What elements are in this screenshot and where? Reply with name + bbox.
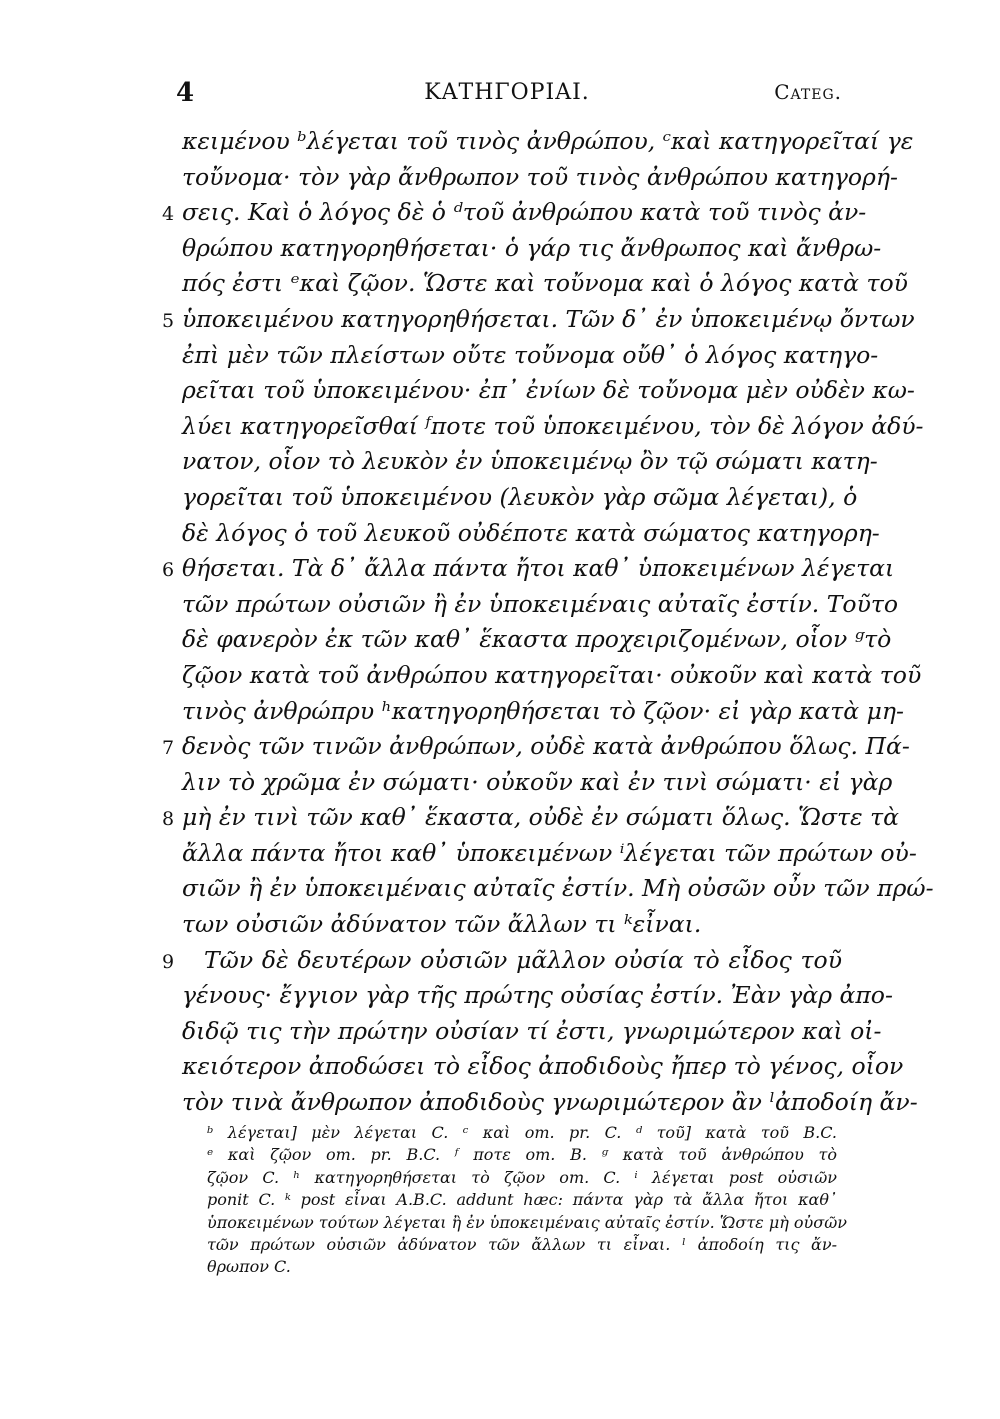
main-text bbox=[162, 124, 934, 1121]
text-line bbox=[182, 480, 858, 516]
text-line bbox=[182, 516, 880, 552]
line-text: ἐπὶ μὲν τῶν πλείστων οὔτε τοὔνομα οὔθ᾽ ὁ λόγος κατηγο- bbox=[182, 340, 879, 369]
margin-number: 9 bbox=[162, 950, 175, 973]
text-line bbox=[182, 338, 879, 374]
line-text: πός ἐστι ᵉκαὶ ζῷον. Ὥστε καὶ τοὔνομα καὶ ὁ λόγος κατὰ τοῦ bbox=[182, 269, 908, 298]
margin-number: 8 bbox=[162, 808, 175, 831]
footnote-line: τῶν πρώτων οὐσιῶν ἀδύνατον τῶν ἄλλων τι εἶναι. ˡ ἀποδοίη τις ἄν- bbox=[207, 1234, 837, 1254]
page-header bbox=[172, 72, 842, 112]
margin-number: 6 bbox=[162, 559, 175, 582]
line-text: σιῶν ἢ ἐν ὑποκειμέναις αὐταῖς ἐστίν. Μὴ οὐσῶν οὖν τῶν πρώ- bbox=[182, 874, 934, 903]
line-text: δὲ φανερὸν ἐκ τῶν καθ᾽ ἕκαστα προχειριζομένων, οἷον ᵍτὸ bbox=[182, 625, 892, 654]
line-text: κειμένου ᵇλέγεται τοῦ τινὸς ἀνθρώπου, ᶜκαὶ κατηγορεῖταί γε bbox=[182, 127, 914, 155]
line-text: νατον, οἷον τὸ λευκὸν ἐν ὑποκειμένῳ ὂν τῷ σώματι κατη- bbox=[182, 447, 878, 476]
line-text: λύει κατηγορεῖσθαί ᶠποτε τοῦ ὑποκειμένου, τὸν δὲ λόγον ἀδύ- bbox=[182, 411, 924, 440]
text-line bbox=[182, 266, 908, 302]
text-line bbox=[162, 195, 867, 231]
footnote-line: ᵇ λέγεται] μὲν λέγεται C. ᶜ καὶ om. pr. C. ᵈ τοῦ] κατὰ τοῦ B.C. bbox=[207, 1123, 837, 1142]
margin-number: 4 bbox=[162, 203, 175, 226]
text-line bbox=[182, 231, 882, 267]
text-line bbox=[182, 1014, 882, 1050]
line-text: λιν τὸ χρῶμα ἐν σώματι· οὐκοῦν καὶ ἐν τινὶ σώματι· εἰ γὰρ bbox=[182, 767, 893, 796]
footnote-line: ζῷον C. ʰ κατηγορηθήσεται τὸ ζῷον om. C. ⁱ λέγεται post οὐσιῶν bbox=[207, 1167, 837, 1187]
running-title: ΚΑΤΗΓΟΡΙΑΙ. bbox=[424, 80, 590, 105]
line-text: κειότερον ἀποδώσει τὸ εἶδος ἀποδιδοὺς ἤπερ τὸ γένος, οἷον bbox=[182, 1052, 904, 1081]
line-text: μὴ ἐν τινὶ τῶν καθ᾽ ἕκαστα, οὐδὲ ἐν σώματι ὅλως. Ὥστε τὰ bbox=[182, 803, 899, 832]
text-line bbox=[162, 729, 910, 765]
text-line bbox=[182, 373, 915, 409]
text-line bbox=[182, 587, 899, 623]
line-text: τινὸς ἀνθρώπρυ ʰκατηγορηθήσεται τὸ ζῷον· εἰ γὰρ κατὰ μη- bbox=[182, 696, 904, 725]
line-text: δὲ λόγος ὁ τοῦ λευκοῦ οὐδέποτε κατὰ σώματος κατηγορη- bbox=[182, 518, 880, 547]
line-text: σεις. Καὶ ὁ λόγος δὲ ὁ ᵈτοῦ ἀνθρώπου κατὰ τοῦ τινὸς ἀν- bbox=[182, 198, 867, 227]
text-line bbox=[182, 658, 922, 694]
line-text: Τῶν δὲ δευτέρων οὐσιῶν μᾶλλον οὐσία τὸ εἶδος τοῦ bbox=[204, 945, 842, 974]
text-line bbox=[162, 302, 915, 338]
text-line bbox=[182, 1085, 918, 1121]
line-text: γένους· ἔγγιον γὰρ τῆς πρώτης οὐσίας ἐστίν. Ἐὰν γὰρ ἀπο- bbox=[182, 981, 893, 1010]
line-text: τῶν πρώτων οὐσιῶν ἢ ἐν ὑποκειμέναις αὐταῖς ἐστίν. Τοῦτο bbox=[182, 589, 899, 618]
margin-number: 5 bbox=[162, 309, 175, 332]
line-text: ζῷον κατὰ τοῦ ἀνθρώπου κατηγορεῖται· οὐκοῦν καὶ κατὰ τοῦ bbox=[182, 660, 922, 689]
line-text: δενὸς τῶν τινῶν ἀνθρώπων, οὐδὲ κατὰ ἀνθρώπου ὅλως. Πά- bbox=[182, 732, 910, 761]
line-text: θήσεται. Τὰ δ᾽ ἄλλα πάντα ἤτοι καθ᾽ ὑποκειμένων λέγεται bbox=[182, 554, 895, 583]
footnote-line: ᵉ καὶ ζῷον om. pr. B.C. ᶠ ποτε om. B. ᵍ κατὰ τοῦ ἀνθρώπου τὸ bbox=[207, 1145, 837, 1165]
text-line bbox=[182, 1049, 904, 1085]
text-line bbox=[162, 943, 842, 979]
text-line bbox=[182, 694, 904, 730]
text-line bbox=[182, 978, 893, 1014]
text-line bbox=[182, 124, 914, 160]
text-line bbox=[182, 836, 917, 872]
footnote-line: ponit C. ᵏ post εἶναι A.B.C. addunt hæc: πάντα γὰρ τὰ ἄλλα ἤτοι καθ᾽ bbox=[207, 1190, 837, 1210]
line-text: γορεῖται τοῦ ὑποκειμένου (λευκὸν γὰρ σῶμα λέγεται), ὁ bbox=[182, 482, 858, 511]
text-line bbox=[182, 622, 892, 658]
text-line bbox=[182, 907, 842, 943]
section-label: Categ. bbox=[774, 80, 842, 104]
text-line bbox=[162, 800, 899, 836]
line-text: τὸν τινὰ ἄνθρωπον ἀποδιδοὺς γνωριμώτερον ἂν ˡἀποδοίη ἄν- bbox=[182, 1088, 918, 1117]
footnote-line: θρωπον C. bbox=[207, 1257, 291, 1277]
line-text: των οὐσιῶν ἀδύνατον τῶν ἄλλων τι ᵏεἶναι. bbox=[182, 910, 702, 939]
footnote-line: ὑποκειμένων τούτων λέγεται ἢ ἐν ὑποκειμέναις αὐταῖς ἐστίν. Ὥστε μὴ οὐσῶν bbox=[207, 1212, 847, 1232]
line-text: ὑποκειμένου κατηγορηθήσεται. Τῶν δ᾽ ἐν ὑποκειμένῳ ὄντων bbox=[182, 304, 915, 333]
text-line bbox=[182, 409, 924, 445]
line-text: διδῷ τις τὴν πρώτην οὐσίαν τί ἐστι, γνωριμώτερον καὶ οἰ- bbox=[182, 1016, 882, 1045]
text-line bbox=[182, 765, 893, 801]
page-number: 4 bbox=[176, 78, 195, 108]
line-text: τοὔνομα· τὸν γὰρ ἄνθρωπον τοῦ τινὸς ἀνθρώπου κατηγορή- bbox=[182, 162, 898, 191]
margin-number: 7 bbox=[162, 737, 175, 760]
line-text: θρώπου κατηγορηθήσεται· ὁ γάρ τις ἄνθρωπος καὶ ἄνθρω- bbox=[182, 233, 882, 262]
text-line bbox=[182, 160, 898, 196]
line-text: ἄλλα πάντα ἤτοι καθ᾽ ὑποκειμένων ⁱλέγεται τῶν πρώτων οὐ- bbox=[182, 838, 917, 867]
text-line bbox=[162, 551, 895, 587]
line-text: ρεῖται τοῦ ὑποκειμένου· ἐπ᾽ ἐνίων δὲ τοὔνομα μὲν οὐδὲν κω- bbox=[182, 376, 915, 405]
text-line bbox=[182, 444, 878, 480]
text-line bbox=[182, 871, 934, 907]
footnotes bbox=[207, 1122, 847, 1279]
